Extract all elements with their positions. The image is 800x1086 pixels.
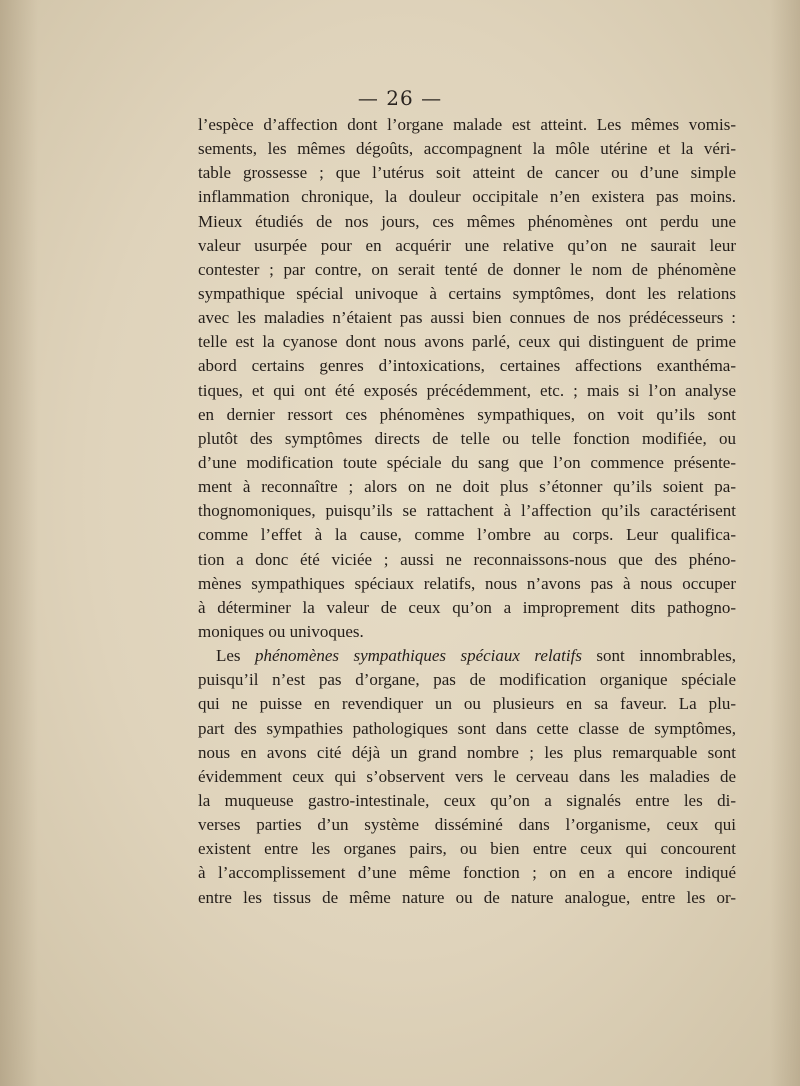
page-shadow-left <box>0 0 38 1086</box>
text-line: thognomoniques, puisqu’ils se rattachent à l’affection qu’ils caractérisent <box>198 501 736 521</box>
text-line: à déterminer la valeur de ceux qu’on a improprement dits pathogno- <box>198 597 736 617</box>
text-line: telle est la cyanose dont nous avons parlé, ceux qui distinguent de prime <box>198 332 736 352</box>
paragraph-2 <box>198 644 736 910</box>
text-line: avec les maladies n’étaient pas aussi bien connues de nos prédécesseurs : <box>198 308 736 328</box>
page-number: — 26 — <box>357 86 443 110</box>
text-line: d’une modification toute spéciale du sang que l’on commence présente- <box>198 452 736 472</box>
text-line: part des sympathies pathologiques sont dans cette classe de symptômes, <box>198 718 736 738</box>
text-line: plutôt des symptômes directs de telle ou telle fonction modifiée, ou <box>198 428 736 448</box>
text-line: la muqueuse gastro-intestinale, ceux qu’on a signalés entre les di- <box>198 790 736 810</box>
text-line: qui ne puisse en revendiquer un ou plusieurs en sa faveur. La plu- <box>198 694 736 714</box>
body-text <box>198 113 736 910</box>
text-line: table grossesse ; que l’utérus soit atteint de cancer ou d’une simple <box>198 163 736 183</box>
text-line: évidemment ceux qui s’observent vers le cerveau dans les maladies de <box>198 766 736 786</box>
page-shadow-right <box>770 0 800 1086</box>
text-line: tiques, et qui ont été exposés précédemment, etc. ; mais si l’on analyse <box>198 380 736 400</box>
text-run: Les <box>216 646 255 666</box>
text-line: nous en avons cité déjà un grand nombre ; les plus remarquable sont <box>198 742 736 762</box>
text-line: en dernier ressort ces phénomènes sympathiques, on voit qu’ils sont <box>198 404 736 424</box>
text-line: ment à reconnaître ; alors on ne doit plus s’étonner qu’ils soient pa- <box>198 477 736 497</box>
text-line: moniques ou univoques. <box>198 621 364 641</box>
italic-phrase: phénomènes sympathiques spéciaux relatifs <box>255 646 582 666</box>
text-line: existent entre les organes pairs, ou bien entre ceux qui concourent <box>198 839 736 859</box>
text-run: sont innombrables, <box>581 646 736 666</box>
text-line: mènes sympathiques spéciaux relatifs, nous n’avons pas à nous occuper <box>198 573 736 593</box>
text-line: tion a donc été viciée ; aussi ne reconnaissons-nous que des phéno- <box>198 549 736 569</box>
text-line: abord certains genres d’intoxications, certaines affections exanthéma- <box>198 356 736 376</box>
text-line: verses parties d’un système disséminé dans l’organisme, ceux qui <box>198 815 736 835</box>
paragraph-1 <box>198 113 736 644</box>
text-line-first <box>198 644 736 668</box>
text-line: sements, les mêmes dégoûts, accompagnent la môle utérine et la véri- <box>198 139 736 159</box>
text-line: puisqu’il n’est pas d’organe, pas de modification organique spéciale <box>198 670 736 690</box>
text-line: à l’accomplissement d’une même fonction ; on en a encore indiqué <box>198 863 736 883</box>
text-line: sympathique spécial univoque à certains symptômes, dont les relations <box>198 283 736 303</box>
text-line: inflammation chronique, la douleur occipitale n’en existera pas moins. <box>198 187 736 207</box>
text-line: comme l’effet à la cause, comme l’ombre au corps. Leur qualifica- <box>198 525 736 545</box>
text-line: contester ; par contre, on serait tenté de donner le nom de phénomène <box>198 259 736 279</box>
text-line: l’espèce d’affection dont l’organe malade est atteint. Les mêmes vomis- <box>198 115 736 134</box>
text-line: valeur usurpée pour en acquérir une relative qu’on ne saurait leur <box>198 235 736 255</box>
text-line: Mieux étudiés de nos jours, ces mêmes phénomènes ont perdu une <box>198 211 736 231</box>
text-line: entre les tissus de même nature ou de nature analogue, entre les or- <box>198 887 736 907</box>
